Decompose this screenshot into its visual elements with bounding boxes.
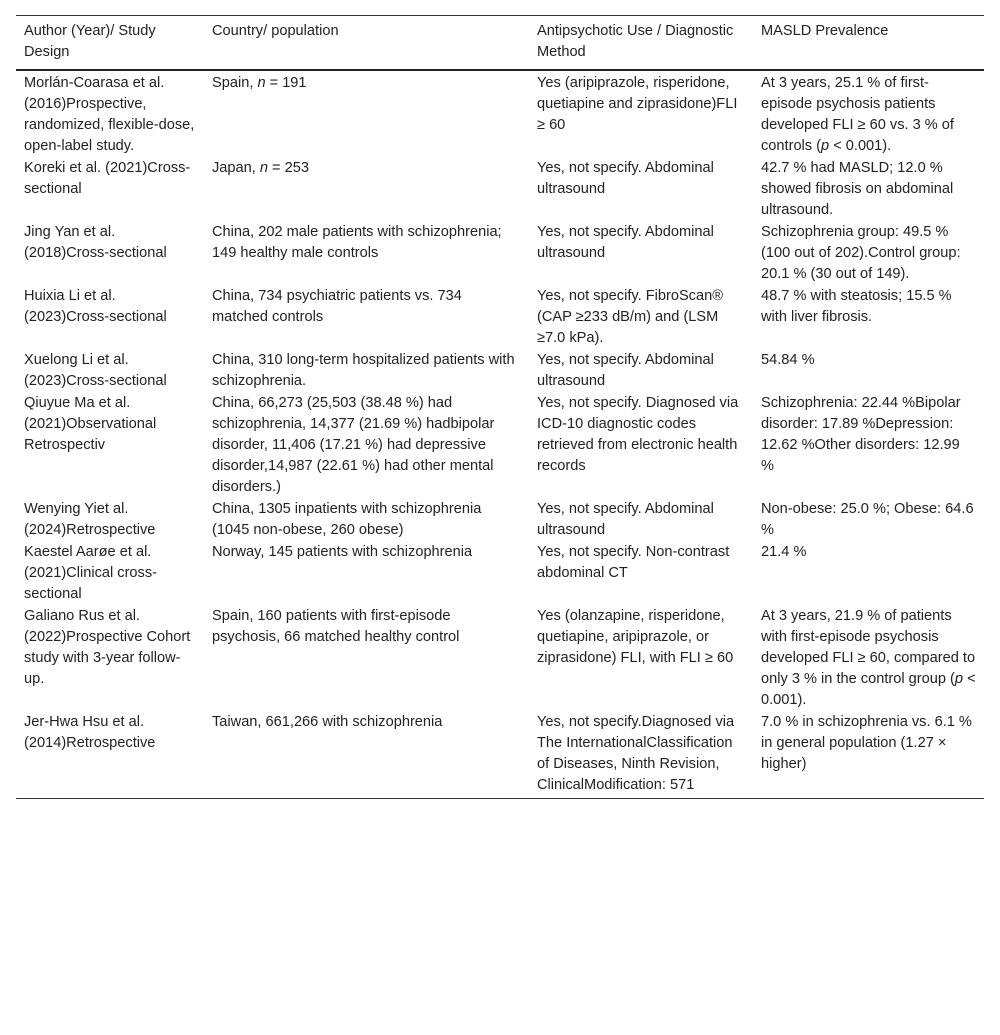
cell-method: Yes, not specify. Diagnosed via ICD-10 diagnostic codes retrieved from electronic health records xyxy=(537,395,739,474)
cell-author: Jer-Hwa Hsu et al. (2014)Retrospective xyxy=(24,714,156,751)
table-row xyxy=(16,285,984,349)
table-row xyxy=(16,541,984,605)
table-header xyxy=(16,16,984,71)
prevalence-p-symbol: p xyxy=(821,138,830,154)
cell-prevalence: Schizophrenia: 22.44 %Bipolar disorder: 17.89 %Depression: 12.62 %Other disorders: 12.99 % xyxy=(761,395,961,474)
population-prefix: Spain, xyxy=(212,75,258,91)
population-suffix: = 191 xyxy=(265,75,307,91)
header-population: Country/ population xyxy=(212,23,339,39)
prevalence-p-symbol: p xyxy=(954,671,964,687)
cell-method: Yes, not specify. Abdominal ultrasound xyxy=(537,224,714,261)
cell-author: Wenying Yiet al. (2024)Retrospective xyxy=(24,501,156,538)
table-body xyxy=(16,70,984,799)
header-method: Antipsychotic Use / Diagnostic Method xyxy=(537,23,734,60)
cell-author: Huixia Li et al. (2023)Cross-sectional xyxy=(24,288,167,325)
cell-method: Yes, not specify. Non-contrast abdominal CT xyxy=(537,544,730,581)
cell-prevalence: 48.7 % with steatosis; 15.5 % with liver fibrosis. xyxy=(761,288,952,325)
table-row xyxy=(16,711,984,799)
cell-author: Galiano Rus et al. (2022)Prospective Cohort study with 3-year follow-up. xyxy=(24,608,191,687)
prevalence-suffix: < 0.001). xyxy=(829,138,892,154)
cell-population: China, 202 male patients with schizophrenia; 149 healthy male controls xyxy=(212,224,502,261)
cell-author: Xuelong Li et al. (2023)Cross-sectional xyxy=(24,352,167,389)
cell-author: Koreki et al. (2021)Cross-sectional xyxy=(24,160,191,197)
cell-prevalence: 7.0 % in schizophrenia vs. 6.1 % in general population (1.27 × higher) xyxy=(761,714,972,772)
prevalence-prefix: At 3 years, 21.9 % of patients with first-episode psychosis developed FLI ≥ 60, compared to only 3 % in the control group ( xyxy=(761,608,976,687)
header-prevalence: MASLD Prevalence xyxy=(761,23,889,39)
cell-prevalence: 54.84 % xyxy=(761,352,815,368)
cell-prevalence: Schizophrenia group: 49.5 % (100 out of 202).Control group: 20.1 % (30 out of 149). xyxy=(761,224,961,282)
table-row xyxy=(16,221,984,285)
population-n-symbol: n xyxy=(259,160,268,176)
table-row xyxy=(16,157,984,221)
cell-method: Yes (olanzapine, risperidone, quetiapine, aripiprazole, or ziprasidone) FLI, with FLI ≥ 60 xyxy=(537,608,734,666)
population-suffix: = 253 xyxy=(268,160,309,176)
masld-prevalence-table xyxy=(16,15,984,799)
cell-prevalence xyxy=(753,605,984,711)
table-row xyxy=(16,392,984,498)
cell-prevalence: 21.4 % xyxy=(761,544,807,560)
cell-population: Norway, 145 patients with schizophrenia xyxy=(212,544,473,560)
cell-method: Yes, not specify. Abdominal ultrasound xyxy=(537,160,714,197)
table-row xyxy=(16,349,984,392)
cell-population xyxy=(204,70,529,157)
table-row xyxy=(16,605,984,711)
cell-author: Morlán-Coarasa et al. (2016)Prospective, randomized, flexible-dose, open-label study. xyxy=(24,75,195,154)
cell-prevalence xyxy=(753,70,984,157)
cell-population: Spain, 160 patients with first-episode psychosis, 66 matched healthy control xyxy=(212,608,460,645)
cell-method: Yes, not specify. Abdominal ultrasound xyxy=(537,352,714,389)
cell-population: Taiwan, 661,266 with schizophrenia xyxy=(212,714,443,730)
cell-method: Yes, not specify.Diagnosed via The InternationalClassification of Diseases, Ninth Revision, ClinicalModification: 571 xyxy=(537,714,735,793)
cell-author: Kaestel Aarøe et al. (2021)Clinical cross-sectional xyxy=(24,544,158,602)
prevalence-prefix: At 3 years, 25.1 % of first-episode psychosis patients developed FLI ≥ 60 vs. 3 % of controls ( xyxy=(761,75,954,154)
cell-method: Yes (aripiprazole, risperidone, quetiapine and ziprasidone)FLI ≥ 60 xyxy=(537,75,738,133)
cell-population: China, 1305 inpatients with schizophrenia (1045 non-obese, 260 obese) xyxy=(212,501,482,538)
header-author: Author (Year)/ Study Design xyxy=(24,23,156,60)
cell-population: China, 310 long-term hospitalized patients with schizophrenia. xyxy=(212,352,515,389)
cell-population xyxy=(204,157,529,221)
cell-method: Yes, not specify. Abdominal ultrasound xyxy=(537,501,714,538)
population-prefix: Japan, xyxy=(212,160,260,176)
header-row xyxy=(16,16,984,71)
cell-prevalence: 42.7 % had MASLD; 12.0 % showed fibrosis on abdominal ultrasound. xyxy=(761,160,954,218)
population-n-symbol: n xyxy=(257,75,266,91)
cell-author: Jing Yan et al. (2018)Cross-sectional xyxy=(24,224,167,261)
cell-population: China, 66,273 (25,503 (38.48 %) had schizophrenia, 14,377 (21.69 %) hadbipolar disorder, 11,406 (17.21 %) had depressive disorder,14,987 (22.61 %) had other mental disorders.) xyxy=(212,395,495,495)
cell-population: China, 734 psychiatric patients vs. 734 matched controls xyxy=(212,288,462,325)
table-row xyxy=(16,498,984,541)
table-row xyxy=(16,70,984,157)
prevalence-suffix: < 0.001). xyxy=(761,671,976,708)
cell-prevalence: Non-obese: 25.0 %; Obese: 64.6 % xyxy=(761,501,974,538)
cell-method: Yes, not specify. FibroScan® (CAP ≥233 dB/m) and (LSM ≥7.0 kPa). xyxy=(537,288,723,346)
cell-author: Qiuyue Ma et al. (2021)Observational Retrospectiv xyxy=(24,395,157,453)
